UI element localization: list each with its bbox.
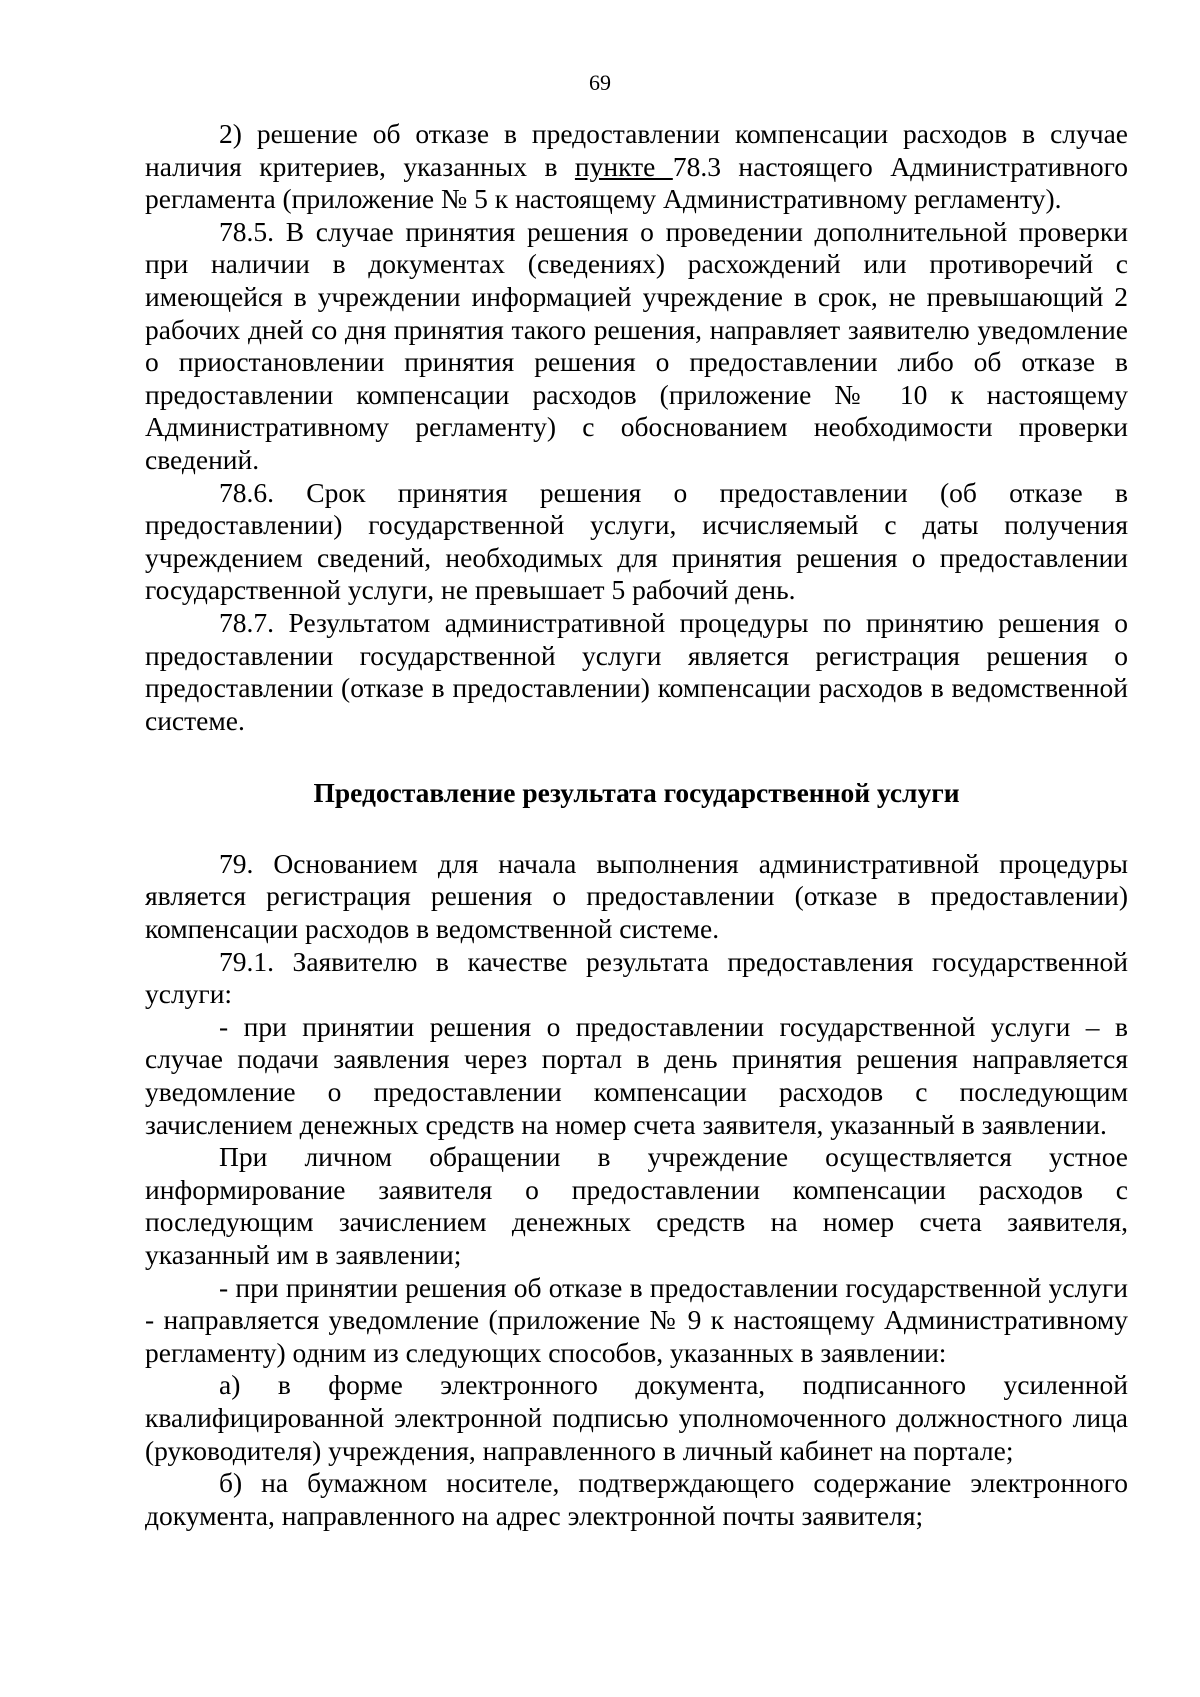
- paragraph-personal-visit: При личном обращении в учреждение осуществляется устное информирование заявителя о предоставлении компенсации расходов с последующим зачислением денежных средств на номер счета заявителя, указанный им в заявлении;: [145, 1141, 1128, 1270]
- paragraph-79-1: 79.1. Заявителю в качестве результата предоставления государственной услуги:: [145, 945, 1128, 1010]
- list-item-electronic-form: а) в форме электронного документа, подписанного усиленной квалифицированной электронной подписью уполномоченного должностного лица (руководителя) учреждения, направленного в личный кабинет на портале;: [145, 1369, 1128, 1466]
- list-item-approval: - при принятии решения о предоставлении государственной услуги – в случае подачи заявления через портал в день принятия решения направляется уведомление о предоставлении компенсации расходов с последующим зачислением денежных средств на номер счета заявителя, указанный в заявлении.: [145, 1010, 1128, 1140]
- paragraph-78-7: 78.7. Результатом административной процедуры по принятию решения о предоставлении государственной услуги является регистрация решения о предоставлении (отказе в предоставлении) компенсации расходов в ведомственной системе.: [145, 606, 1128, 736]
- paragraph-text: 78.3 настоящего Административного регламента (приложение № 5 к настоящему Административному регламенту).: [145, 150, 1129, 215]
- paragraph-78-5: 78.5. В случае принятия решения о проведении дополнительной проверки при наличии в документах (сведениях) расхождений или противоречий с имеющейся в учреждении информацией учреждение в срок, не превышающий 2 рабочих дней со дня принятия такого решения, направляет заявителю уведомление о приостановлении принятия решения о предоставлении либо об отказе в предоставлении компенсации расходов (приложение № 10 к настоящему Административному регламенту) с обоснованием необходимости проверки сведений.: [145, 215, 1128, 475]
- paragraph-decision-refusal: [145, 118, 1128, 216]
- page-number: 69: [589, 70, 611, 95]
- list-item-paper-form: б) на бумажном носителе, подтверждающего содержание электронного документа, направленного на адрес электронной почты заявителя;: [145, 1467, 1128, 1531]
- paragraph-text: 2) решение об отказе в предоставлении компенсации расходов в случае наличия критериев, указанных в: [145, 118, 1128, 182]
- document-body: [145, 118, 1128, 1532]
- paragraph-78-6: 78.6. Срок принятия решения о предоставлении (об отказе в предоставлении) государственной услуги, исчисляемый с даты получения учреждением сведений, необходимых для принятия решения о предоставлении государственной услуги, не превышает 5 рабочий день.: [145, 476, 1128, 606]
- clause-link[interactable]: пункте: [574, 150, 673, 182]
- paragraph-79: 79. Основанием для начала выполнения административной процедуры является регистрация решения о предоставлении (отказе в предоставлении) компенсации расходов в ведомственной системе.: [145, 847, 1128, 945]
- section-heading: Предоставление результата государственной услуги: [313, 777, 960, 809]
- list-item-refusal: - при принятии решения об отказе в предоставлении государственной услуги - направляется уведомление (приложение № 9 к настоящему Административному регламенту) одним из следующих способов, указанных в заявлении:: [145, 1271, 1128, 1368]
